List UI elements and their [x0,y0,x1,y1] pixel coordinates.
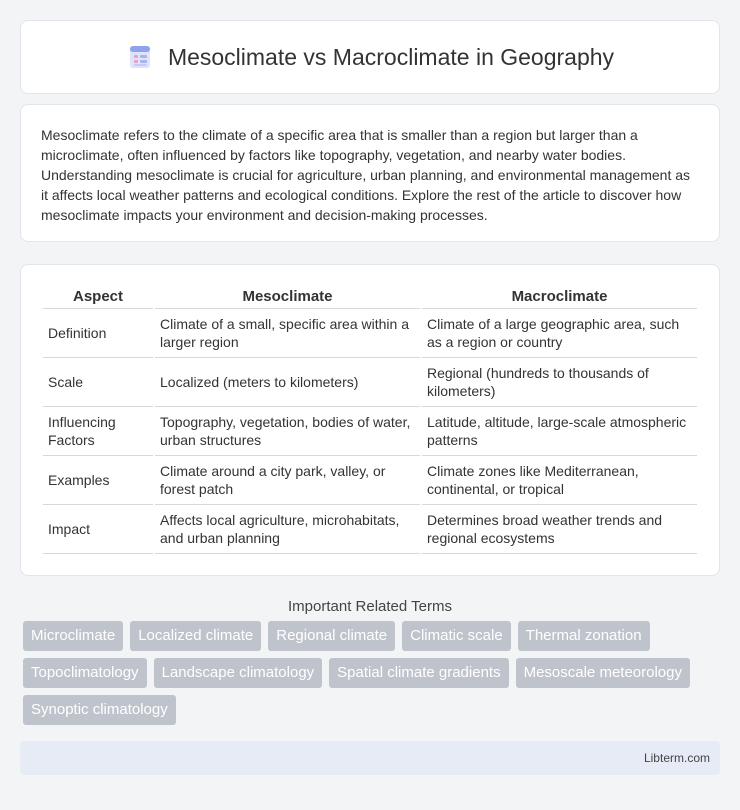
cell-mesoclimate: Topography, vegetation, bodies of water, urban structures [155,407,420,456]
term-tag-regional-climate[interactable]: Regional climate [268,621,395,651]
header-mesoclimate: Mesoclimate [155,285,420,309]
term-tag-landscape-climatology[interactable]: Landscape climatology [154,658,323,688]
table-row [43,456,697,505]
page-title: Mesoclimate vs Macroclimate in Geography [167,43,615,70]
term-tag-localized-climate[interactable]: Localized climate [130,621,261,651]
intro-card [20,104,720,242]
term-tag-topoclimatology[interactable]: Topoclimatology [23,658,147,688]
comparison-card [20,264,720,576]
title-card [20,20,720,94]
cell-aspect: Scale [43,358,153,407]
table-row [43,309,697,358]
cell-macroclimate: Regional (hundreds to thousands of kilometers) [422,358,697,407]
cell-mesoclimate: Affects local agriculture, microhabitats, and urban planning [155,505,420,554]
cell-mesoclimate: Climate of a small, specific area within a larger region [155,309,420,358]
term-tag-synoptic-climatology[interactable]: Synoptic climatology [23,695,176,725]
table-header-row [43,285,697,309]
cell-macroclimate: Climate of a large geographic area, such as a region or country [422,309,697,358]
cell-macroclimate: Climate zones like Mediterranean, continental, or tropical [422,456,697,505]
cell-aspect: Examples [43,456,153,505]
header-aspect: Aspect [43,285,153,309]
term-tag-thermal-zonation[interactable]: Thermal zonation [518,621,650,651]
cell-aspect: Influencing Factors [43,407,153,456]
table-row [43,505,697,554]
term-tag-microclimate[interactable]: Microclimate [23,621,123,651]
cell-aspect: Impact [43,505,153,554]
footer [20,741,720,775]
cell-macroclimate: Latitude, altitude, large-scale atmospheric patterns [422,407,697,456]
term-tag-climatic-scale[interactable]: Climatic scale [402,621,511,651]
cell-mesoclimate: Localized (meters to kilometers) [155,358,420,407]
cell-aspect: Definition [43,309,153,358]
related-terms-heading: Important Related Terms [288,598,452,615]
table-row [43,358,697,407]
term-tag-spatial-climate-gradients[interactable]: Spatial climate gradients [329,658,508,688]
related-terms-list [20,621,720,725]
document-icon [126,43,154,71]
cell-mesoclimate: Climate around a city park, valley, or forest patch [155,456,420,505]
table-row [43,407,697,456]
term-tag-mesoscale-meteorology[interactable]: Mesoscale meteorology [516,658,690,688]
footer-site-link[interactable]: Libterm.com [643,751,710,765]
comparison-table [41,285,699,554]
cell-macroclimate: Determines broad weather trends and regional ecosystems [422,505,697,554]
header-macroclimate: Macroclimate [422,285,697,309]
intro-paragraph: Mesoclimate refers to the climate of a specific area that is smaller than a region but larger than a microclimate, often influenced by factors like topography, vegetation, and nearby water bodies. Understanding mesoclimate is crucial for agriculture, urban planning, and environmental management as it affects local weather patterns and ecological conditions. Explore the rest of the article to discover how mesoclimate impacts your environment and decision-making processes. [41,127,691,223]
